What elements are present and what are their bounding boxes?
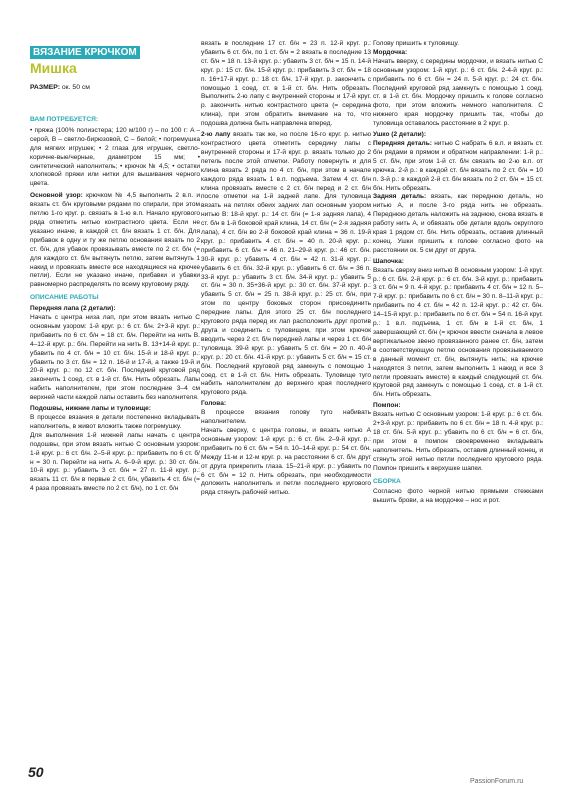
ears-back xyxy=(373,193,543,255)
head-text: В процессе вязания голову туго набивать наполнителем. xyxy=(201,409,371,426)
hat-text: Вязать сверху вниз нитью B основным узором: 1-й круг. р.: 6 ст. б/н. 2-й круг. р.: 6 ст. б/н. 3-й круг. р.: прибавить 3 ст. б/н = 9 п. 4-й круг. р.: прибавить 4 ст. б/н = 12 п. 5–7-й круг. р.: прибавить по 6 ст. б/н = 30 п. 8–11-й круг. р.: прибавить по 4 ст. б/н = 42 п. 12-й круг. р.: 42 ст. б/н. 14–15-й круг. р.: прибавить по 6 ст. б/н = 54 п. 16-й круг. р.: 1 в.п. подъема, 1 ст. б/н в 1-й ст. б/н, 1 завершающий ст. б/н (= крючок ввести сначала в левое вертикальное звено провязанного ранее ст. б/н, затем в соответствующую петлю основания провязываемого в данный момент ст. б/н, вытянуть нить; на крючке находятся 3 петли, затем выполнить 1 накид и все 3 петли провязать вместе) в каждый следующий ст. б/н. Круговой ряд замкнуть с помощью 1 соед. ст. в 1-й ст. б/н. Нить обрезать. xyxy=(373,266,543,399)
basic-pattern-label: Основной узор: xyxy=(30,192,83,200)
materials-text: • пряжа (100% полиэстера; 120 м/100 г) – по 100 г: A – серой, B – светло-бирюзовой, C – белой; • погремушка для мягких игрушек; • 2 глаза для игрушек, светло-коричне-вые/черные, диаметром 15 мм; • синтетический наполнитель; • крючок № 4,5; • остатки хлопковой пряжи или нитки для вышивания черного цвета. xyxy=(30,126,200,188)
second-paw-label: 2-ю лапу xyxy=(201,131,231,139)
ears-front-label: Передняя деталь: xyxy=(373,139,432,147)
watermark: PassionForum.ru xyxy=(470,778,524,785)
col2-text-2 xyxy=(201,131,371,398)
muzzle-label: Мордочка: xyxy=(373,48,408,56)
pompom-label: Помпон: xyxy=(373,402,401,410)
second-paw-text: вязать так же, но после 16-го круг. р. нитью контрастного цвета отметить середину лапы с внутренней стороны и 17-й круг. р. вязать только до 2 петель после этой отметки. Работу повернуть и для клина вязать 2 ряда по 4 ст. б/н, при этом в начале каждого ряда вязать 1 в.п. подъема. Затем 4 ст. б/н клина провязать вместе с 2 ст. б/н перед и 2 ст. б/н после отметки на 1-й задней лапе. Для туловища вязать на петлях обеих задних лап основным узором нитью B: 18-й круг. р.: 14 ст. б/н (= 1-я задняя лапа), 4 ст. б/н в 1-й боковой край клина, 14 ст. б/н (= 2-я задняя лапа), 4 ст. б/н во 2-й боковой край клина = 36 п. 19-й круг. р.: прибавить 4 ст. б/н = 40 п. 20-й круг. р.: прибавить 6 ст. б/н = 46 п. 21–29-й круг. р.: 46 ст. б/н. 30-й круг. р.: убавить 4 ст. б/н = 42 п. 31-й круг. р.: убавить 6 ст. б/н. 32-й круг. р.: убавить 6 ст. б/н = 36 п. 33-й круг. р.: убавить 3 ст. б/н. 34-й круг. р.: убавить 5 ст. б/н = 30 п. 35+36-й круг. р.: 30 ст. б/н. 37-й круг. р.: убавить 5 ст. б/н = 25 п. 38-й круг. р.: 25 ст. б/н, при этом по центру боковых сторон присоединить передние лапы. Для этого 25 ст. б/н последнего кругового ряда перед их лап расположить друг против друга и соединить с туловищем, при этом крючок вводить через 2 ст. б/н передней лапы и через 1 ст. б/н туловища. 39-й круг. р.: убавить 5 ст. б/н = 20 п. 40-й круг. р.: 20 ст. б/н. 41-й круг. р.: убавить 5 ст. б/н = 15 ст. б/н. Последний круговой ряд замкнуть с помощью 1 соед. ст. в 1-й ст. б/н. Нить обрезать. Туловище туго набить наполнителем до верхнего края последнего кругового ряда. xyxy=(201,131,371,397)
ears-front-text: нитью C набрать 6 в.п. и вязать ст. б/н рядами в прямом и обратном направлении: 1-й р.: 5 ст. б/н, при этом 1-й ст. б/н связать во 2-ю в.п. от крючка. 2-й р.: в каждой ст. б/н вязать по 2 ст. б/н = 10 п. 3-й р.: в каждой 2-й ст. б/н вязать по 2 ст. б/н = 15 ст. б/н. Нить обрезать. xyxy=(373,139,544,192)
hat-label: Шапочка: xyxy=(373,257,404,265)
soles-text: В процессе вязания в детали постепенно вкладывать наполнитель, в живот вложить также погремушку. xyxy=(30,414,200,430)
column-1 xyxy=(30,112,200,494)
assembly-text: Согласно фото черной нитью прямыми стежками вышить брови, а на мордочке – нос и рот. xyxy=(373,488,543,505)
col3-text-1: Голову пришить к туловищу. xyxy=(373,40,459,47)
front-paw-label: Передняя лапа (2 детали): xyxy=(30,305,116,313)
page-number: 50 xyxy=(28,764,44,780)
muzzle-text: Начать вверху, с середины мордочки, и вязать нитью C основным узором: 1-й круг. р.: 6 ст. б/н. 2-4-й круг. р.: прибавить по 6 ст. б/н = 24 п. 5-й круг. р.: 24 ст. б/н. Последний круговой ряд замкнуть с помощью 1 соед. ст. в 1-й ст. б/н. Мордочку пришить к голове согласно фото, при этом вложить немного наполнителя. С нижнего края мордочку пришить так, чтобы до туловища оставалось расстояние в 2 круг. р. xyxy=(373,57,543,128)
materials-heading: ВАМ ПОТРЕБУЕТСЯ: xyxy=(30,116,99,123)
ears-label: Ушко (2 детали): xyxy=(373,131,427,139)
pompom-text: Вязать нитью C основным узором: 1-й круг. р.: 6 ст. б/н. 2+3-й круг. р.: прибавить по 6 ст. б/н = 18 п. 4-й круг. р.: 18 ст. б/н. 5-й круг. р.: убавить по 6 ст. б/н = 6 ст. б/н, при этом в помпон своевременно вкладывать наполнитель. Нить обрезать, оставив длинный конец, и стянуть этой нитью петли последнего кругового ряда. Помпон пришить к верхушке шапки. xyxy=(373,411,543,472)
column-2 xyxy=(201,40,371,498)
basic-pattern xyxy=(30,192,200,290)
section-banner: ВЯЗАНИЕ КРЮЧКОМ xyxy=(30,46,140,59)
column-3 xyxy=(373,40,543,506)
col2-text-1: вязать в последние 17 ст. б/н = 23 п. 12-й круг. р.: убавить 6 ст. б/н, по 1 ст. б/н = 2 вязать в последние 13 ст. б/н = 18 п. 13-й круг. р.: убавить 3 ст. б/н = 15 п. 14-й круг. р.: 15 ст. б/н. 15-й круг. р.: прибавить 3 ст. б/н = 18 п. 16+17-й круг. р.: 18 ст. б/н. 17-й круг. р. закончить с помощью 1 соед. ст. в 1-й ст. б/н. Нить обрезать. Выполнить 2-ю лапу с внутренней стороны и 17-й круг. р. закончить нитью контрастного цвета (= середина клина), при этом обратить внимание на то, что подошва должна быть направлена вперед. xyxy=(201,40,371,128)
size-label: РАЗМЕР: xyxy=(30,84,61,91)
assembly-heading: СБОРКА xyxy=(373,477,401,485)
head-label: Голова: xyxy=(201,400,227,408)
soles-text-2: Для выполнения 1-й нижней лапы начать с центра подошвы, при этом вязать нитью C основным узором: 1-й круг. р.: 6 ст. б/н. 2–5-й круг. р.: прибавить по 6 ст. б/н = 30 п. Перейти на нить A. 6–9-й круг. р.: 30 ст. б/н. 10-й круг. р.: убавить 3 ст. б/н = 27 п. 11-й круг. р.: вязать 11 ст. б/н в первые 2 ст. б/н, убавить 4 ст. б/н (= 4 раза провязать вместе по 2 ст. б/н), по 1 ст. б/н xyxy=(30,431,200,493)
work-heading: ОПИСАНИЕ РАБОТЫ xyxy=(30,294,99,302)
size-value: ок. 50 см xyxy=(61,84,90,91)
ears-front xyxy=(373,140,543,193)
soles-label: Подошвы, нижние лапы и туловище: xyxy=(30,405,151,413)
basic-pattern-text: крючком № 4,5 выполнить 2 в.п. и вязать ст. б/н круговыми рядами по спирали, при этом петлю 1-го круг. р. связать в 1-ю в.п. Начало кругового ряда отметить нитью контрастного цвета. Если не указано иначе, в каждой ст. б/н вязать 1 ст. б/н. Для прибавок в одну и ту же петлю основания вязать по 2 ст. б/н, для убавок провязывать вместе по 2 ст. б/н (= для каждого ст. б/н вытянуть петлю, затем вытянуть 1 накид и провязать вместе все находящиеся на крючке петли). Если не указано иначе, прибавки и убавки равномерно распределять по всему круговому ряду. xyxy=(30,192,200,289)
ears-back-text: вязать, как переднюю деталь, но нитью A, и после 3-го ряда нить не обрезать. Переднюю деталь наложить на заднюю, снова вязать в работу нить A, и обвязать обе детали вдоль округлого края 1 рядом ст. б/н. Нить обрезать, оставив длинный конец. Ушки пришить к голове согласно фото на расстоянии ок. 5 см друг от друга. xyxy=(373,193,543,254)
head-text-2: Начать сверху, с центра головы, и вязать нитью A основным узором: 1-й круг. р.: 6 ст. б/н. 2–9-й круг. р.: прибавить по 6 ст. б/н = 54 п. 10–14-й круг. р.: 54 ст. б/н. Между 11-м и 12-м круг. р. на расстоянии 6 ст. б/н друг от друга прикрепить глаза. 15–21-й круг. р.: убавить по 6 ст. б/н = 12 п. Нить обрезать, при необходимости доложить наполнитель и петли последнего кругового ряда стянуть рабочей нитью. xyxy=(201,426,371,497)
ears-back-label: Задняя деталь: xyxy=(373,193,427,201)
front-paw-text: Начать с центра низа лап, при этом вязать нитью C основным узором: 1-й круг. р.: 6 ст. б/н. 2+3-й круг. р.: прибавить по 6 ст. б/н = 18 ст. б/н. Перейти на нить B. 4–12-й круг. р.: б/н. Перейти на нить B. 13+14-й круг. р.: убавить по 4 ст. б/н = 10 ст. б/н. 15-й и 18-й круг. р.: убавить по 3 ст. б/н = 12 п. 16-й и 17-й, а также 19-й и 20-й круг. р.: по 12 ст. б/н. Последний круговой ряд закончить 1 соед. ст. в 1-й ст. б/н. Нить обрезать. Лапы набить наполнителем, при этом последние 3–4 см верхней части каждой лапы оставить без наполнителя. xyxy=(30,314,200,402)
page-title: Мишка xyxy=(30,60,77,76)
size-line xyxy=(30,84,90,91)
